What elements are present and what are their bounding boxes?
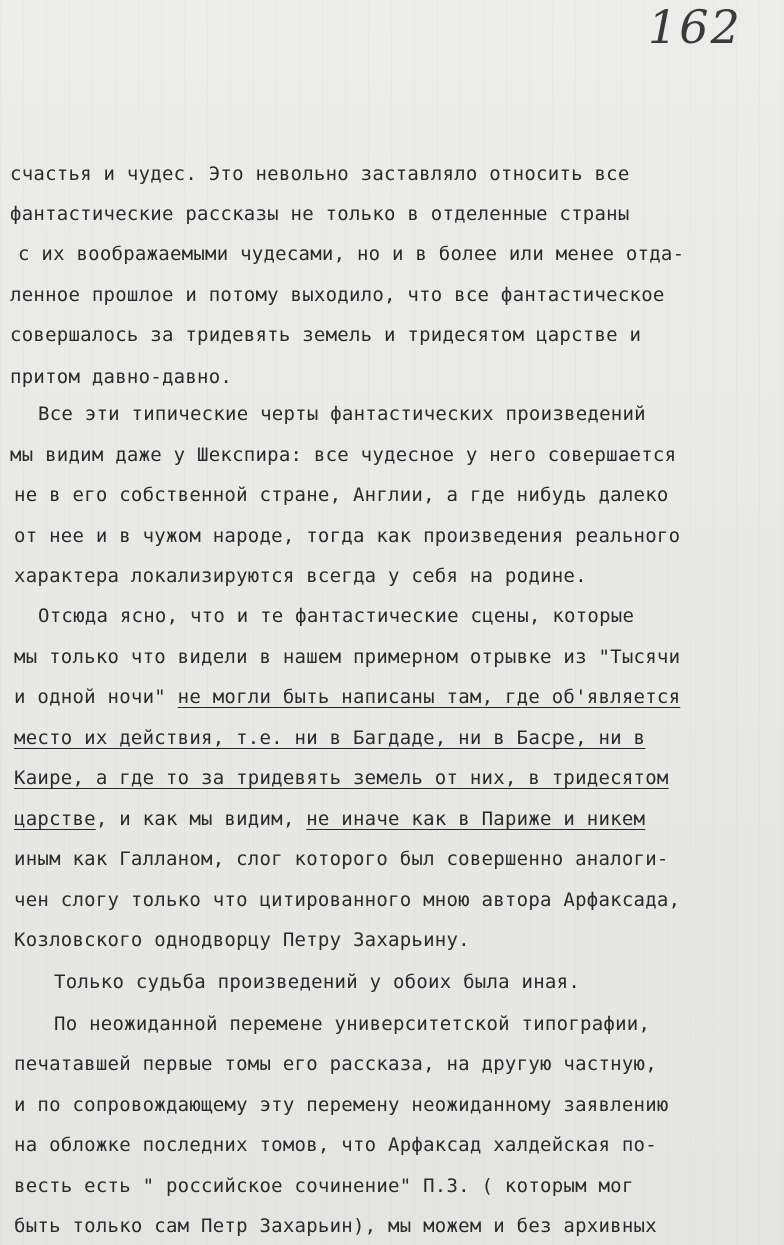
text-line [38,602,634,630]
text-run: совершалось за тридевять земель и тридесятом царстве и [10,324,642,346]
text-line [14,1212,657,1240]
text-line [14,1131,657,1159]
text-line [14,1050,657,1078]
underlined-text: Каире, а где то за тридевять земель от них, в тридесятом [14,767,669,789]
text-line [14,764,669,792]
text-run: и по сопровождающему эту перемену неожиданному заявлению [14,1094,669,1116]
text-line [14,926,470,954]
underlined-text: царстве [14,808,96,830]
text-line [14,481,669,509]
underlined-text: не могли быть написаны там, где об'является [177,686,681,708]
text-run: По неожиданной перемене университетской типографии, [54,1013,651,1035]
text-line [14,1172,634,1200]
text-run: Отсюда ясно, что и те фантастические сцены, которые [38,605,635,627]
text-line [14,683,680,711]
underlined-text: место их действия, т.е. ни в Багдаде, ни в Басре, ни в [14,727,646,749]
text-line [18,240,684,268]
text-run: печатавшей первые томы его рассказа, на другую частную, [14,1053,657,1075]
text-run: быть только сам Петр Захарьин), мы можем и без архивных [14,1215,657,1237]
text-line [10,363,232,391]
text-run: фантастические рассказы не только в отделенные страны [10,203,630,225]
text-run: на обложке последних томов, что Арфаксад халдейская по- [14,1134,657,1156]
text-line [10,321,641,349]
text-line [14,886,680,914]
text-line [54,1010,650,1038]
text-run: и одной ночи" [14,686,178,708]
text-run: чен слогу только что цитированного мною автора Арфаксада, [14,889,681,911]
text-line [10,160,630,188]
underlined-text: не иначе как в Париже и никем [306,808,646,830]
text-run: иным как Галланом, слог которого был совершенно аналоги- [14,848,669,870]
text-run: Только судьба произведений у обоих была иная. [54,971,581,993]
text-run: характера локализируются всегда у себя на родине. [14,565,587,587]
text-run: мы видим даже у Шекспира: все чудесное у него совершается [10,444,677,466]
page-number: 162 [648,0,742,54]
text-line [38,400,646,428]
text-line [14,643,680,671]
text-run: , и как мы видим, [95,808,307,830]
text-run: не в его собственной стране, Англии, а где нибудь далеко [14,484,669,506]
text-line [10,200,630,228]
text-line [14,562,587,590]
text-run: мы только что видели в нашем примерном отрывке из "Тысячи [14,646,681,668]
text-run: с их воображаемыми чудесами, но и в более или менее отда- [18,243,685,265]
text-run: притом давно-давно. [10,366,233,388]
text-run: ленное прошлое и потому выходило, что все фантастическое [10,284,665,306]
text-run: весть есть " российское сочинение" П.З. ( которым мог [14,1175,634,1197]
text-line [14,522,680,550]
text-line [10,441,676,469]
text-line [14,1091,669,1119]
text-line [10,281,665,309]
text-line [14,724,645,752]
text-run: Все эти типические черты фантастических произведений [38,403,646,425]
text-run: Козловского однодворцу Петру Захарьину. [14,929,470,951]
text-run: счастья и чудес. Это невольно заставляло относить все [10,163,630,185]
text-line [14,805,645,833]
text-line [54,968,580,996]
text-line [14,845,669,873]
text-run: от нее и в чужом народе, тогда как произведения реального [14,525,681,547]
